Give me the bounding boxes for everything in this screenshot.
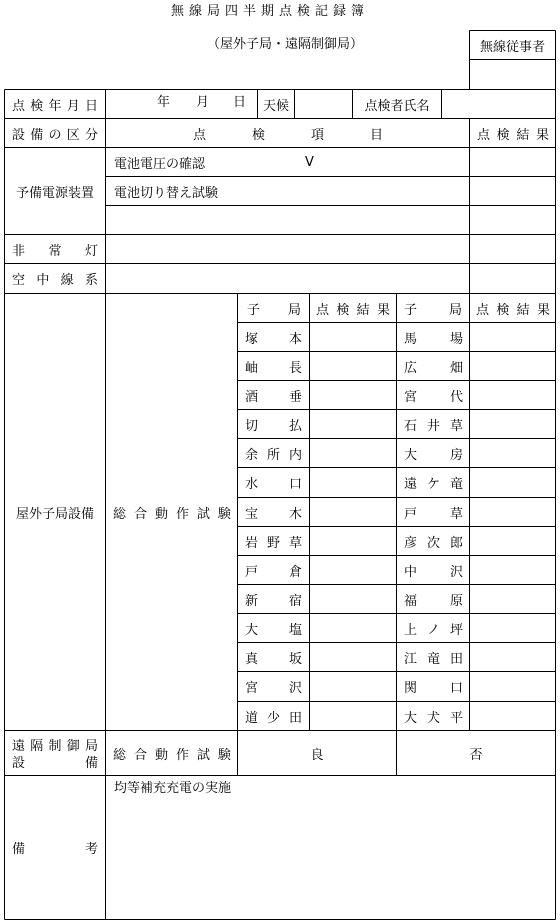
station-name-right: 中 沢 bbox=[404, 564, 463, 580]
backup-power-label: 予備電源装置 bbox=[15, 185, 94, 201]
station-name-right: 福 原 bbox=[404, 593, 463, 609]
station-result-right[interactable] bbox=[470, 439, 555, 467]
station-name-left: 道 少 田 bbox=[245, 710, 302, 726]
sub-header-station-left: 子 局 bbox=[247, 302, 301, 318]
emergency-light-result[interactable] bbox=[470, 235, 555, 263]
station-name-right: 遠 ケ 竜 bbox=[404, 477, 463, 492]
station-result-left[interactable] bbox=[310, 323, 396, 351]
station-name-right: 上 ノ 坪 bbox=[404, 622, 463, 638]
station-result-right[interactable] bbox=[470, 643, 555, 671]
station-result-left[interactable] bbox=[310, 410, 396, 438]
weather-field[interactable] bbox=[295, 90, 352, 118]
inspector-field[interactable] bbox=[442, 90, 555, 118]
station-result-right[interactable] bbox=[470, 614, 555, 642]
operator-label: 無線従事者 bbox=[479, 39, 545, 55]
antenna-label: 空 中 線 系 bbox=[12, 273, 98, 288]
station-result-right[interactable] bbox=[470, 323, 555, 351]
document-subtitle: （屋外子局・遠隔制御局） bbox=[207, 37, 364, 52]
station-result-left[interactable] bbox=[310, 585, 396, 613]
station-name-left: 戸 倉 bbox=[245, 564, 302, 580]
station-name-right: 馬 場 bbox=[404, 331, 463, 347]
remarks-field[interactable] bbox=[106, 800, 555, 919]
remote-bad-option[interactable]: 否 bbox=[469, 747, 483, 763]
station-result-right[interactable] bbox=[470, 352, 555, 380]
station-result-right[interactable] bbox=[470, 468, 555, 497]
operator-field[interactable] bbox=[470, 60, 555, 89]
day-label: 日 bbox=[233, 95, 247, 110]
station-result-right[interactable] bbox=[470, 702, 555, 730]
station-name-right: 戸 草 bbox=[404, 506, 463, 522]
station-name-left: 塚 本 bbox=[245, 331, 302, 347]
station-result-left[interactable] bbox=[310, 614, 396, 642]
station-name-left: 新 宿 bbox=[245, 593, 302, 609]
result-header: 点 検 結 果 bbox=[477, 127, 549, 143]
station-name-left: 岫 長 bbox=[245, 360, 302, 376]
battery-voltage-result[interactable] bbox=[470, 148, 555, 176]
battery-voltage-unit: V bbox=[305, 154, 314, 170]
station-name-right: 彦 次 郎 bbox=[404, 535, 463, 551]
remarks-note: 均等補充充電の実施 bbox=[114, 781, 232, 796]
station-name-left: 宮 沢 bbox=[245, 681, 302, 696]
sub-header-station-right: 子 局 bbox=[404, 302, 462, 318]
battery-switch-item: 電池切り替え試験 bbox=[114, 185, 219, 201]
station-name-left: 水 口 bbox=[245, 477, 302, 492]
station-result-left[interactable] bbox=[310, 439, 396, 467]
station-result-left[interactable] bbox=[310, 352, 396, 380]
station-name-left: 岩 野 草 bbox=[245, 535, 302, 551]
station-name-right: 江 竜 田 bbox=[404, 651, 463, 667]
battery-switch-result[interactable] bbox=[470, 177, 555, 205]
station-name-left: 余 所 内 bbox=[245, 447, 302, 463]
station-result-right[interactable] bbox=[470, 672, 555, 701]
station-name-right: 大 犬 平 bbox=[404, 710, 463, 726]
antenna-result[interactable] bbox=[470, 264, 555, 293]
station-result-right[interactable] bbox=[470, 585, 555, 613]
items-header: 点 検 項 目 bbox=[193, 127, 383, 143]
station-result-right[interactable] bbox=[470, 498, 555, 526]
date-label: 点 検 年 月 日 bbox=[12, 98, 98, 114]
year-label: 年 bbox=[157, 95, 171, 110]
station-result-left[interactable] bbox=[310, 468, 396, 497]
backup-extra-result[interactable] bbox=[470, 206, 555, 234]
station-result-right[interactable] bbox=[470, 410, 555, 438]
station-name-left: 切 払 bbox=[245, 418, 302, 434]
station-result-right[interactable] bbox=[470, 381, 555, 409]
remote-label-line1: 遠 隔 制 御 局 bbox=[12, 738, 98, 754]
station-name-left: 真 坂 bbox=[245, 651, 302, 667]
station-result-right[interactable] bbox=[470, 556, 555, 584]
category-header: 設 備 の 区 分 bbox=[12, 127, 98, 143]
remote-good-option[interactable]: 良 bbox=[310, 747, 324, 763]
station-name-left: 大 塩 bbox=[245, 622, 302, 638]
outdoor-test-label: 総 合 動 作 試 験 bbox=[113, 506, 231, 522]
month-label: 月 bbox=[196, 95, 210, 110]
document-title: 無線局四半期点検記録簿 bbox=[171, 4, 370, 19]
station-name-right: 広 畑 bbox=[404, 360, 463, 376]
station-name-right: 宮 代 bbox=[404, 389, 463, 405]
station-result-left[interactable] bbox=[310, 672, 396, 701]
station-result-left[interactable] bbox=[310, 643, 396, 671]
station-result-left[interactable] bbox=[310, 498, 396, 526]
station-name-right: 関 口 bbox=[404, 681, 463, 696]
remote-test-label: 総 合 動 作 試 験 bbox=[113, 747, 231, 763]
remarks-label: 備 考 bbox=[12, 842, 98, 857]
station-result-left[interactable] bbox=[310, 381, 396, 409]
station-name-right: 石 井 草 bbox=[404, 418, 463, 434]
battery-voltage-item: 電池電圧の確認 bbox=[114, 156, 206, 172]
station-result-left[interactable] bbox=[310, 702, 396, 730]
station-name-left: 酒 垂 bbox=[245, 389, 302, 405]
emergency-light-label: 非 常 灯 bbox=[12, 243, 98, 259]
remote-label-line2: 設 備 bbox=[12, 755, 98, 771]
sub-header-result-left: 点 検 結 果 bbox=[316, 302, 390, 318]
station-result-left[interactable] bbox=[310, 527, 396, 555]
station-result-left[interactable] bbox=[310, 556, 396, 584]
weather-label: 天候 bbox=[262, 98, 289, 114]
sub-header-result-right: 点 検 結 果 bbox=[476, 302, 550, 318]
inspector-label: 点検者氏名 bbox=[364, 98, 430, 114]
station-name-right: 大 房 bbox=[404, 447, 463, 463]
outdoor-label: 屋外子局設備 bbox=[15, 506, 94, 522]
station-name-left: 宝 木 bbox=[245, 506, 302, 522]
station-result-right[interactable] bbox=[470, 527, 555, 555]
